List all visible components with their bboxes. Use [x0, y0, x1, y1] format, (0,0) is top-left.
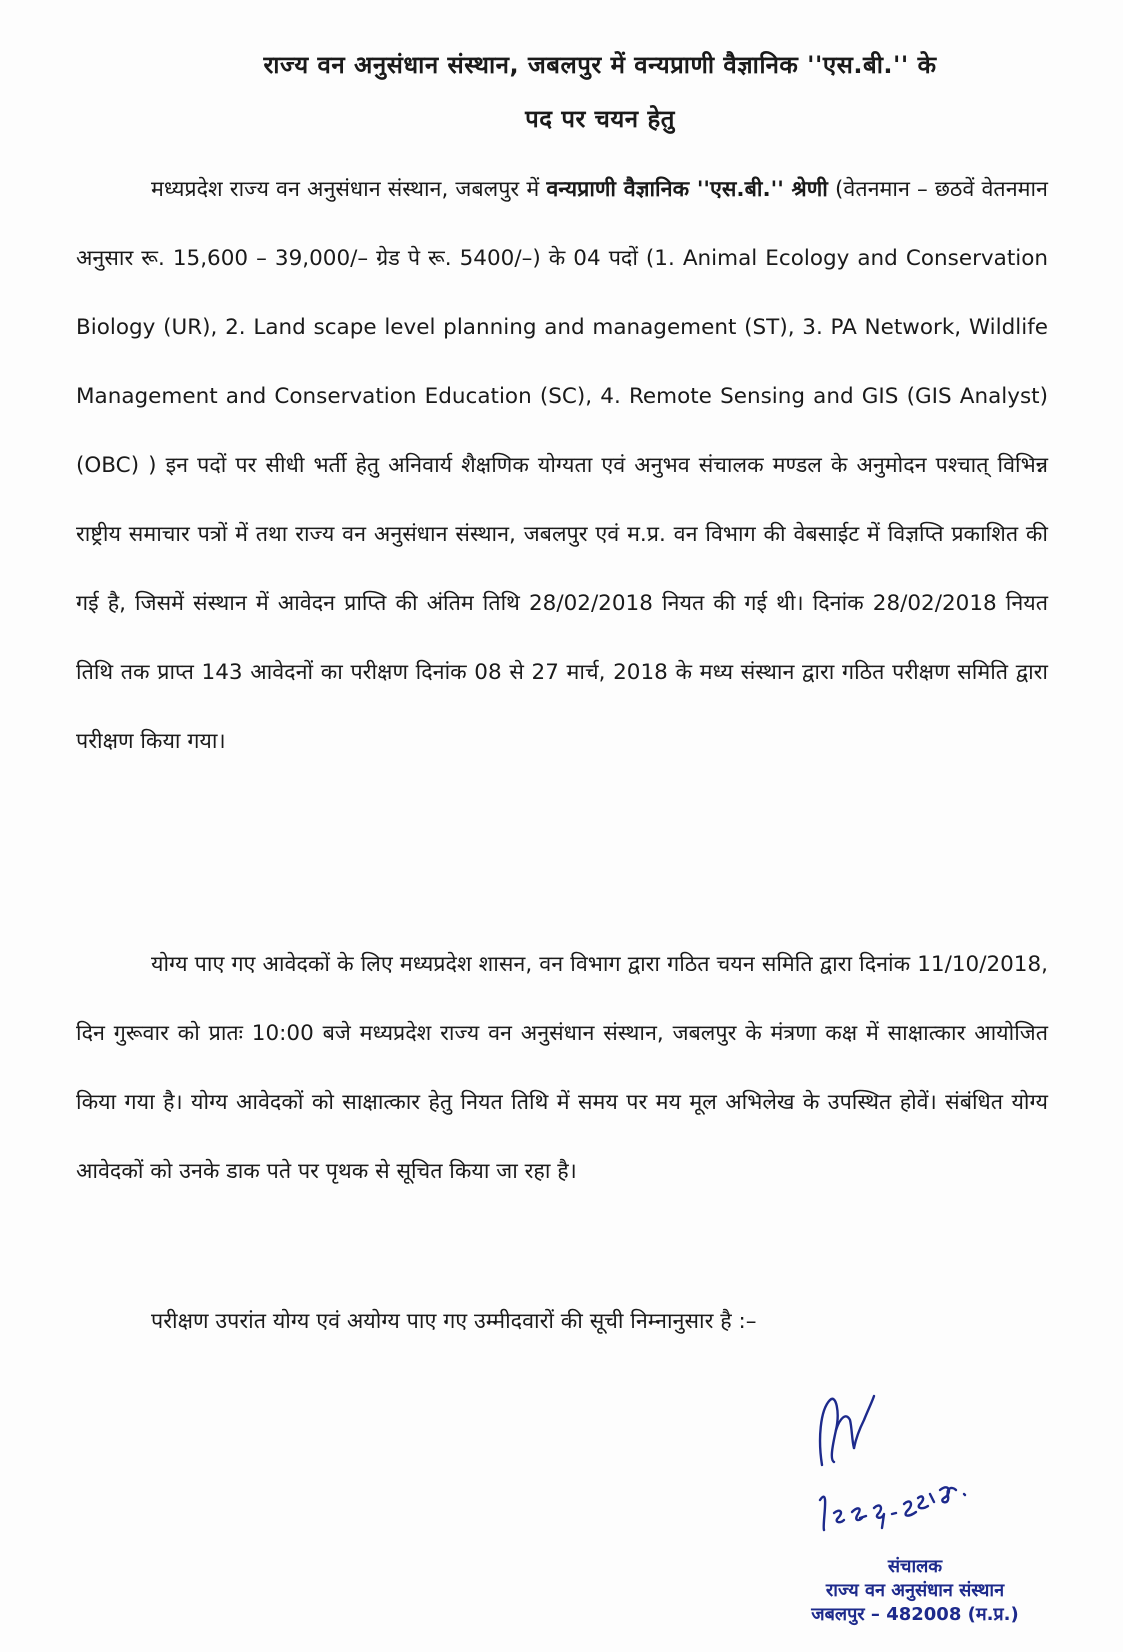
paragraph1-rest: (वेतनमान – छठवें वेतनमान अनुसार रू. 15,600 – 39,000/– ग्रेड पे रू. 5400/–) के 04 पदों (1. Animal Ecology and Conservation Biology (UR), 2. Land scape level planning and management (ST), 3. PA Network, Wildlife Management and Conservation Education (SC), 4. Remote Sensing and GIS (GIS Analyst) (OBC) ) इन पदों पर सीधी भर्ती हेतु अनिवार्य शैक्षणिक योग्यता एवं अनुभव संचालक मण्डल के अनुमोदन पश्चात् विभिन्न राष्ट्रीय समाचार पत्रों में तथा राज्य वन अनुसंधान संस्थान, जबलपुर एवं म.प्र. वन विभाग की वेबसाईट में विज्ञप्ति प्रकाशित की गई है, जिसमें संस्थान में आवेदन प्राप्ति की अंतिम तिथि 28/02/2018 नियत की गई थी। दिनांक 28/02/2018 नियत तिथि तक प्राप्त 143 आवेदनों का परीक्षण दिनांक 08 से 27 मार्च, 2018 के मध्य संस्थान द्वारा गठित परीक्षण समिति द्वारा परीक्षण किया गया।: [76, 177, 1048, 754]
paragraph3-text: परीक्षण उपरांत योग्य एवं अयोग्य पाए गए उम्मीदवारों की सूची निम्नानुसार है :–: [151, 1309, 757, 1334]
paragraph2-text: योग्य पाए गए आवेदकों के लिए मध्यप्रदेश शासन, वन विभाग द्वारा गठित चयन समिति द्वारा दिनांक 11/10/2018, दिन गुरूवार को प्रातः 10:00 बजे मध्यप्रदेश राज्य वन अनुसंधान संस्थान, जबलपुर के मंत्रणा कक्ष में साक्षात्कार आयोजित किया गया है। योग्य आवेदकों को साक्षात्कार हेतु नियत तिथि में समय पर मय मूल अभिलेख के उपस्थित होवें। संबंधित योग्य आवेदकों को उनके डाक पते पर पृथक से सूचित किया जा रहा है।: [76, 952, 1048, 1184]
document-heading: [150, 38, 1050, 146]
stamp-institute: राज्य वन अनुसंधान संस्थान: [825, 1580, 1005, 1601]
handwritten-signature: [800, 1390, 990, 1540]
paragraph1-lead: मध्यप्रदेश राज्य वन अनुसंधान संस्थान, जबलपुर में: [151, 177, 547, 202]
stamp-designation: संचालक: [887, 1556, 943, 1577]
paragraph-advertisement-details: [76, 155, 1048, 776]
stamp-address: जबलपुर – 482008 (म.प्र.): [811, 1604, 1019, 1625]
paragraph-list-intro: [151, 1302, 1048, 1342]
heading-line-1: राज्य वन अनुसंधान संस्थान, जबलपुर में वन्यप्राणी वैज्ञानिक ''एस.बी.'' के: [263, 51, 937, 79]
signature-scribble: [800, 1390, 990, 1540]
heading-line-2: पद पर चयन हेतु: [525, 105, 675, 133]
official-stamp: [780, 1555, 1050, 1627]
post-name-bold: वन्यप्राणी वैज्ञानिक ''एस.बी.'' श्रेणी: [546, 177, 828, 202]
paragraph-interview-details: [76, 930, 1048, 1206]
